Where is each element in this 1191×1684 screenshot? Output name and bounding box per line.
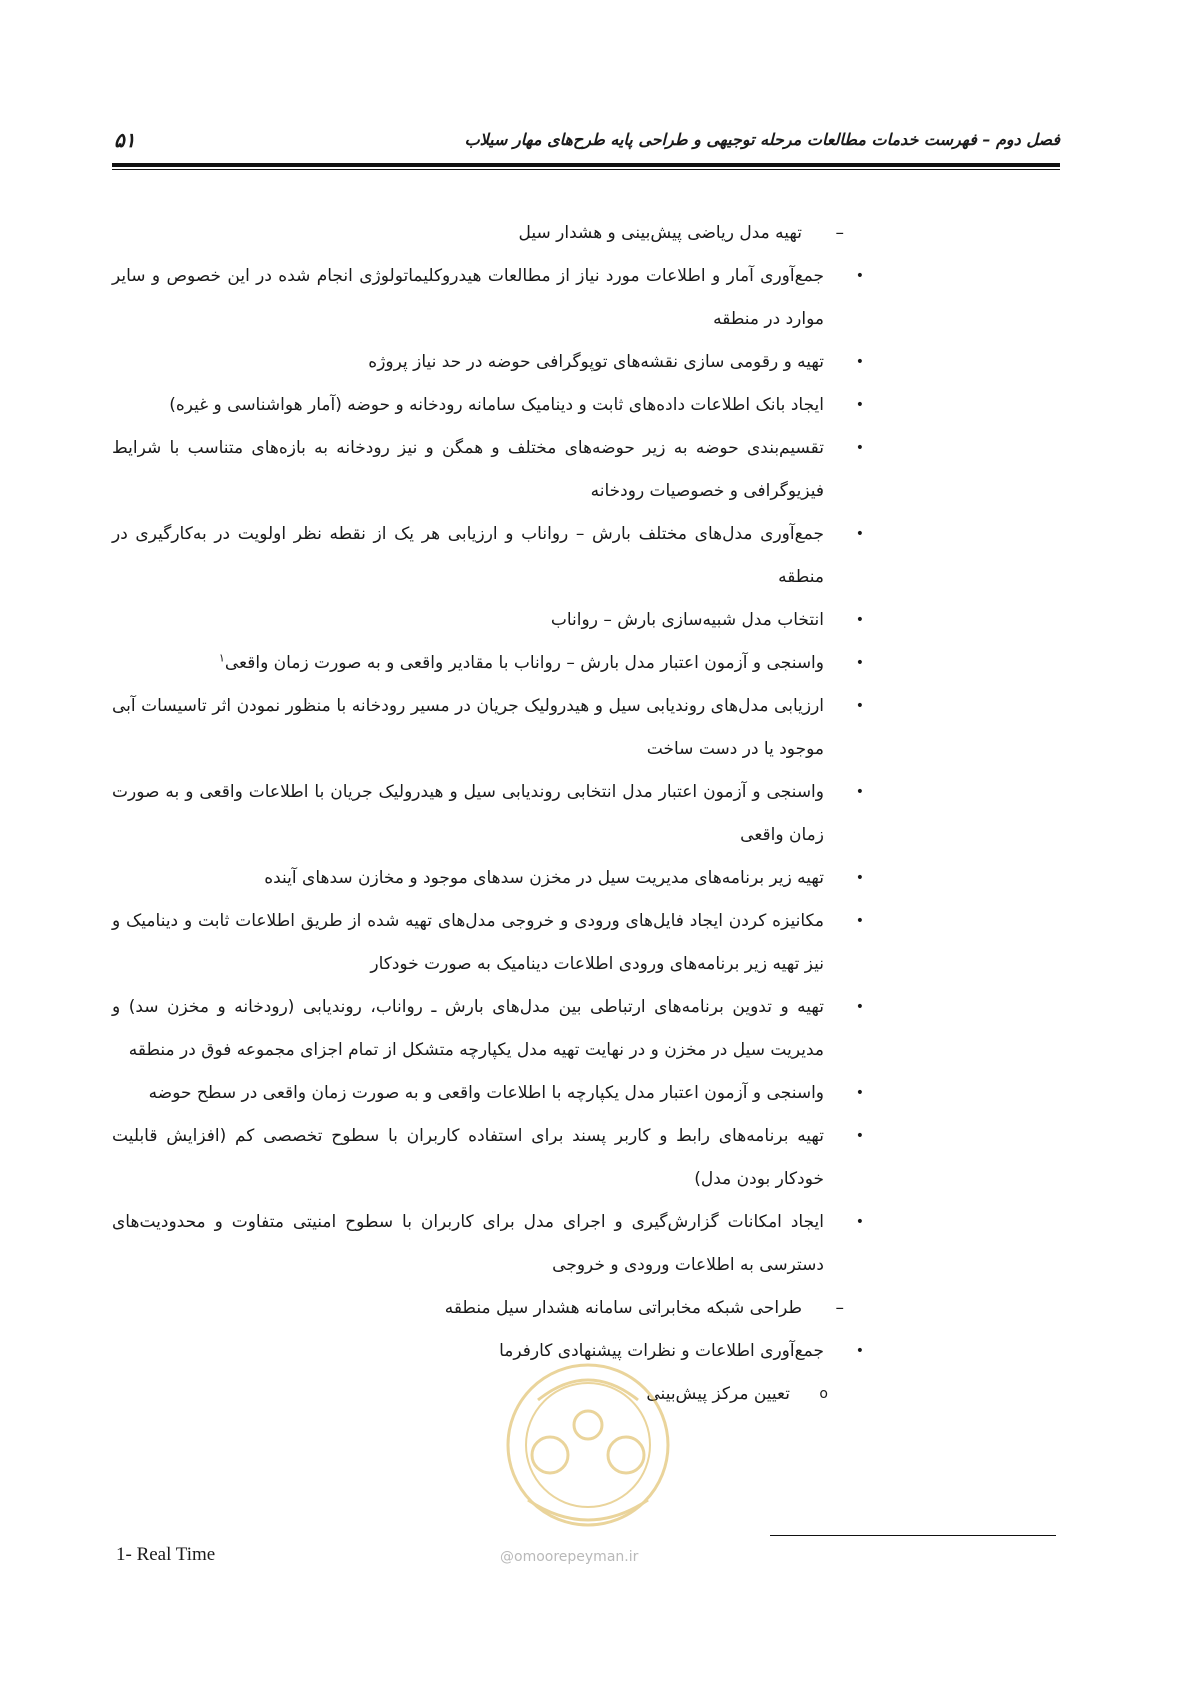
bullet-icon: • <box>855 784 864 800</box>
bullet-icon: • <box>855 612 864 628</box>
footnote: 1- Real Time <box>116 1544 216 1565</box>
circle-bullet-icon: o <box>819 1386 828 1402</box>
chapter-title: فصل دوم – فهرست خدمات مطالعات مرحله توجیهی و طراحی پایه طرح‌های مهار سیلاب <box>464 130 1060 149</box>
bullet-icon: • <box>855 526 864 542</box>
bullet-icon: • <box>855 655 864 671</box>
list-item <box>112 857 872 900</box>
list-item <box>112 1072 872 1115</box>
list-item-text: انتخاب مدل شبیه‌سازی بارش – رواناب <box>550 610 824 630</box>
list-item-text: جمع‌آوری اطلاعات و نظرات پیشنهادی کارفرما <box>499 1341 824 1361</box>
list-item-text: ایجاد بانک اطلاعات داده‌های ثابت و دینامیک سامانه رودخانه و حوضه (آمار هواشناسی و غیره) <box>169 395 824 415</box>
list-item <box>112 900 872 986</box>
bullet-icon: • <box>855 999 864 1015</box>
footnote-rule <box>770 1535 1056 1536</box>
section-heading-item <box>112 212 872 255</box>
list-item-text: واسنجی و آزمون اعتبار مدل یکپارچه با اطلاعات واقعی و به صورت زمان واقعی در سطح حوضه <box>148 1083 824 1103</box>
list-item-text: جمع‌آوری مدل‌های مختلف بارش – رواناب و ارزیابی هر یک از نقطه نظر اولویت در به‌کارگیری در منطقه <box>112 524 824 587</box>
list-item <box>112 1115 872 1201</box>
list-item <box>112 341 872 384</box>
bullet-icon: • <box>855 397 864 413</box>
watermark-seal-icon <box>488 1340 688 1560</box>
bullet-icon: • <box>855 354 864 370</box>
bullet-icon: • <box>855 440 864 456</box>
list-item-text: تهیه مدل ریاضی پیش‌بینی و هشدار سیل <box>518 223 802 243</box>
list-item-text: واسنجی و آزمون اعتبار مدل انتخابی روندیابی سیل و هیدرولیک جریان با اطلاعات واقعی و به صورت زمان واقعی <box>112 782 824 845</box>
list-item-text: تهیه زیر برنامه‌های مدیریت سیل در مخزن سدهای موجود و مخازن سدهای آینده <box>264 868 824 888</box>
bullet-icon: • <box>855 268 864 284</box>
bullet-icon: • <box>855 870 864 886</box>
bullet-icon: • <box>855 913 864 929</box>
page-header <box>112 126 1060 166</box>
list-item-text: تهیه و رقومی سازی نقشه‌های توپوگرافی حوضه در حد نیاز پروژه <box>368 352 824 372</box>
section-heading-item <box>112 1287 872 1330</box>
bullet-icon: • <box>855 1343 864 1359</box>
list-item-text: جمع‌آوری آمار و اطلاعات مورد نیاز از مطالعات هیدروکلیماتولوژی انجام شده در این خصوص و سایر موارد در منطقه <box>112 266 824 329</box>
list-item-text: ایجاد امکانات گزارش‌گیری و اجرای مدل برای کاربران با سطوح امنیتی متفاوت و محدودیت‌های دسترسی به اطلاعات ورودی و خروجی <box>112 1212 824 1275</box>
list-item <box>112 685 872 771</box>
header-rule-thin <box>112 169 1060 170</box>
list-item <box>112 599 872 642</box>
body-list <box>112 212 872 1416</box>
list-item-text: ارزیابی مدل‌های روندیابی سیل و هیدرولیک جریان در مسیر رودخانه با منظور نمودن اثر تاسیسات آبی موجود یا در دست ساخت <box>112 696 824 759</box>
footnote-ref: ۱ <box>218 651 225 665</box>
list-item-text: تهیه و تدوین برنامه‌های ارتباطی بین مدل‌های بارش ـ رواناب، روندیابی (رودخانه و مخزن سد) و مدیریت سیل در مخزن و در نهایت تهیه مدل یکپارچه متشکل از تمام اجزای مجموعه فوق در منطقه <box>112 997 824 1060</box>
list-item-text: تعیین مرکز پیش‌بینی <box>646 1384 790 1404</box>
list-item <box>112 513 872 599</box>
list-item <box>112 255 872 341</box>
watermark-url: @omoorepeyman.ir <box>500 1549 639 1565</box>
bullet-icon: • <box>855 1128 864 1144</box>
page-number: ۵۱ <box>114 128 136 152</box>
list-item <box>112 384 872 427</box>
dash-marker-icon: – <box>835 223 844 243</box>
list-item-text: تهیه برنامه‌های رابط و کاربر پسند برای استفاده کاربران با سطوح تخصصی کم (افزایش قابلیت خودکار بودن مدل) <box>112 1126 824 1189</box>
list-item-text: طراحی شبکه مخابراتی سامانه هشدار سیل منطقه <box>444 1298 802 1318</box>
list-item-text: مکانیزه کردن ایجاد فایل‌های ورودی و خروجی مدل‌های تهیه شده از طریق اطلاعات ثابت و دینامیک و نیز تهیه زیر برنامه‌های ورودی اطلاعات دینامیک به صورت خودکار <box>112 911 824 974</box>
list-item <box>112 1201 872 1287</box>
list-item <box>112 427 872 513</box>
list-item-text: تقسیم‌بندی حوضه به زیر حوضه‌های مختلف و همگن و نیز رودخانه به بازه‌های متناسب با شرایط فیزیوگرافی و خصوصیات رودخانه <box>112 438 824 501</box>
list-item <box>112 986 872 1072</box>
dash-marker-icon: – <box>835 1298 844 1318</box>
header-rule <box>112 163 1060 167</box>
list-item <box>112 642 872 685</box>
bullet-icon: • <box>855 1214 864 1230</box>
bullet-icon: • <box>855 1085 864 1101</box>
list-item <box>112 771 872 857</box>
bullet-icon: • <box>855 698 864 714</box>
list-item-text: واسنجی و آزمون اعتبار مدل بارش – رواناب با مقادیر واقعی و به صورت زمان واقعی <box>224 653 824 673</box>
